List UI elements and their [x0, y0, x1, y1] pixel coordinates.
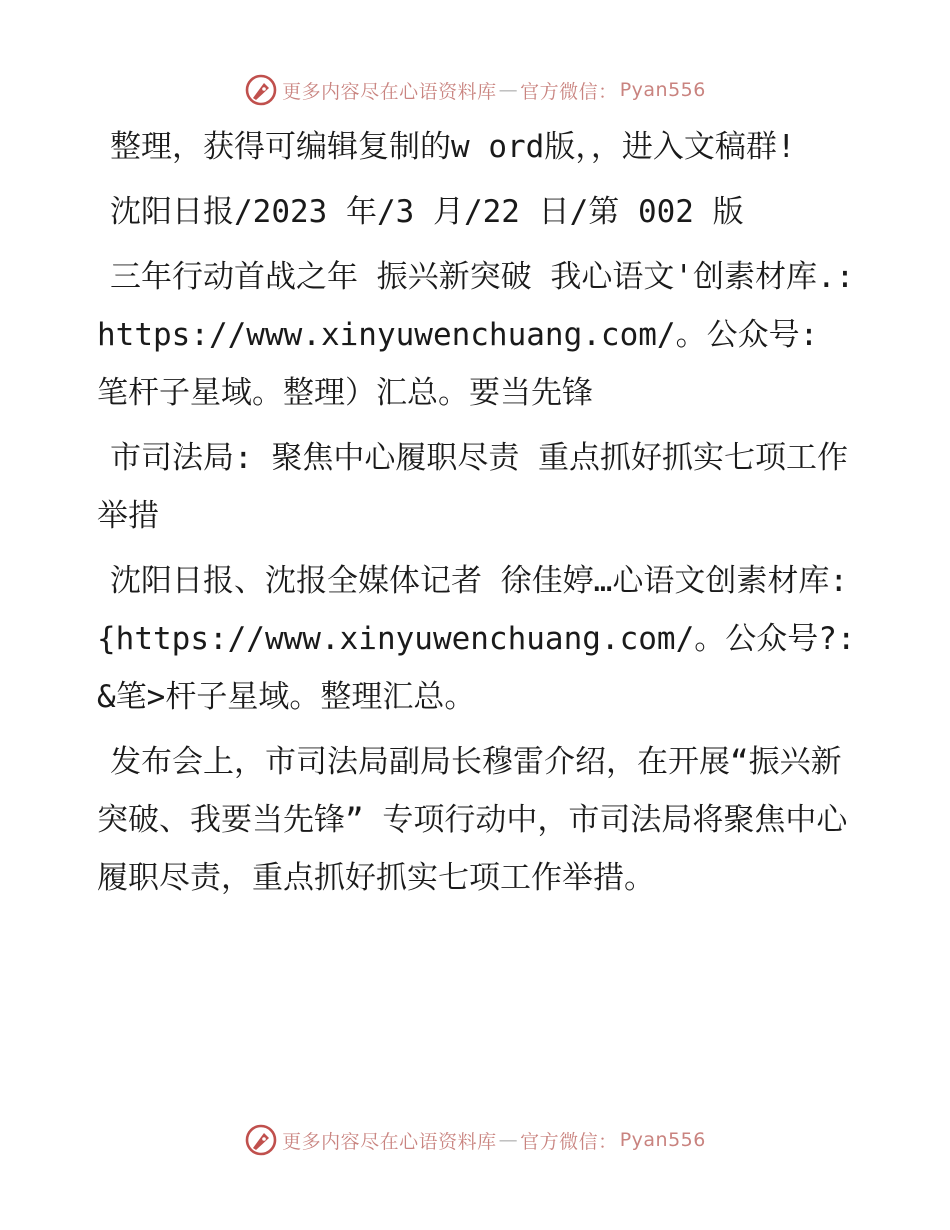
paragraph-headline: 三年行动首战之年 振兴新突破 我心语文'创素材库.: https://www.xinyuwenchuang.com/。公众号: 笔杆子星域。整理）汇总。要当先锋	[97, 259, 855, 411]
paragraph-body: 发布会上，市司法局副局长穆雷介绍，在开展“振兴新突破、我要当先锋” 专项行动中，市司法局将聚焦中心履职尽责，重点抓好抓实七项工作举措。	[97, 744, 848, 896]
banner-main-text: 更多内容尽在心语资料库	[282, 1130, 497, 1153]
banner-main-text: 更多内容尽在心语资料库	[282, 80, 497, 103]
header-watermark-banner	[0, 70, 950, 110]
banner-dash: —	[498, 1129, 519, 1151]
banner-wechat-id: Pyan556	[619, 79, 706, 101]
pen-nib-circle-icon	[244, 1123, 278, 1157]
paragraph-source-line: 沈阳日报/2023 年/3 月/22 日/第 002 版	[110, 194, 744, 230]
pen-nib-circle-icon	[244, 73, 278, 107]
footer-watermark-banner	[0, 1120, 950, 1160]
banner-official-label: 官方微信：	[520, 80, 618, 103]
banner-dash: —	[498, 79, 519, 101]
document-body	[97, 118, 857, 914]
paragraph-byline: 沈阳日报、沈报全媒体记者 徐佳婷…心语文创素材库: {https://www.xinyuwenchuang.com/。公众号?: &笔>杆子星域。整理汇总。	[97, 563, 856, 715]
banner-official-label: 官方微信：	[520, 1130, 618, 1153]
banner-wechat-id: Pyan556	[619, 1129, 706, 1151]
paragraph-subheadline: 市司法局: 聚焦中心履职尽责 重点抓好抓实七项工作举措	[97, 440, 848, 534]
paragraph-intro: 整理，获得可编辑复制的w ord版，，进入文稿群!	[110, 129, 796, 165]
